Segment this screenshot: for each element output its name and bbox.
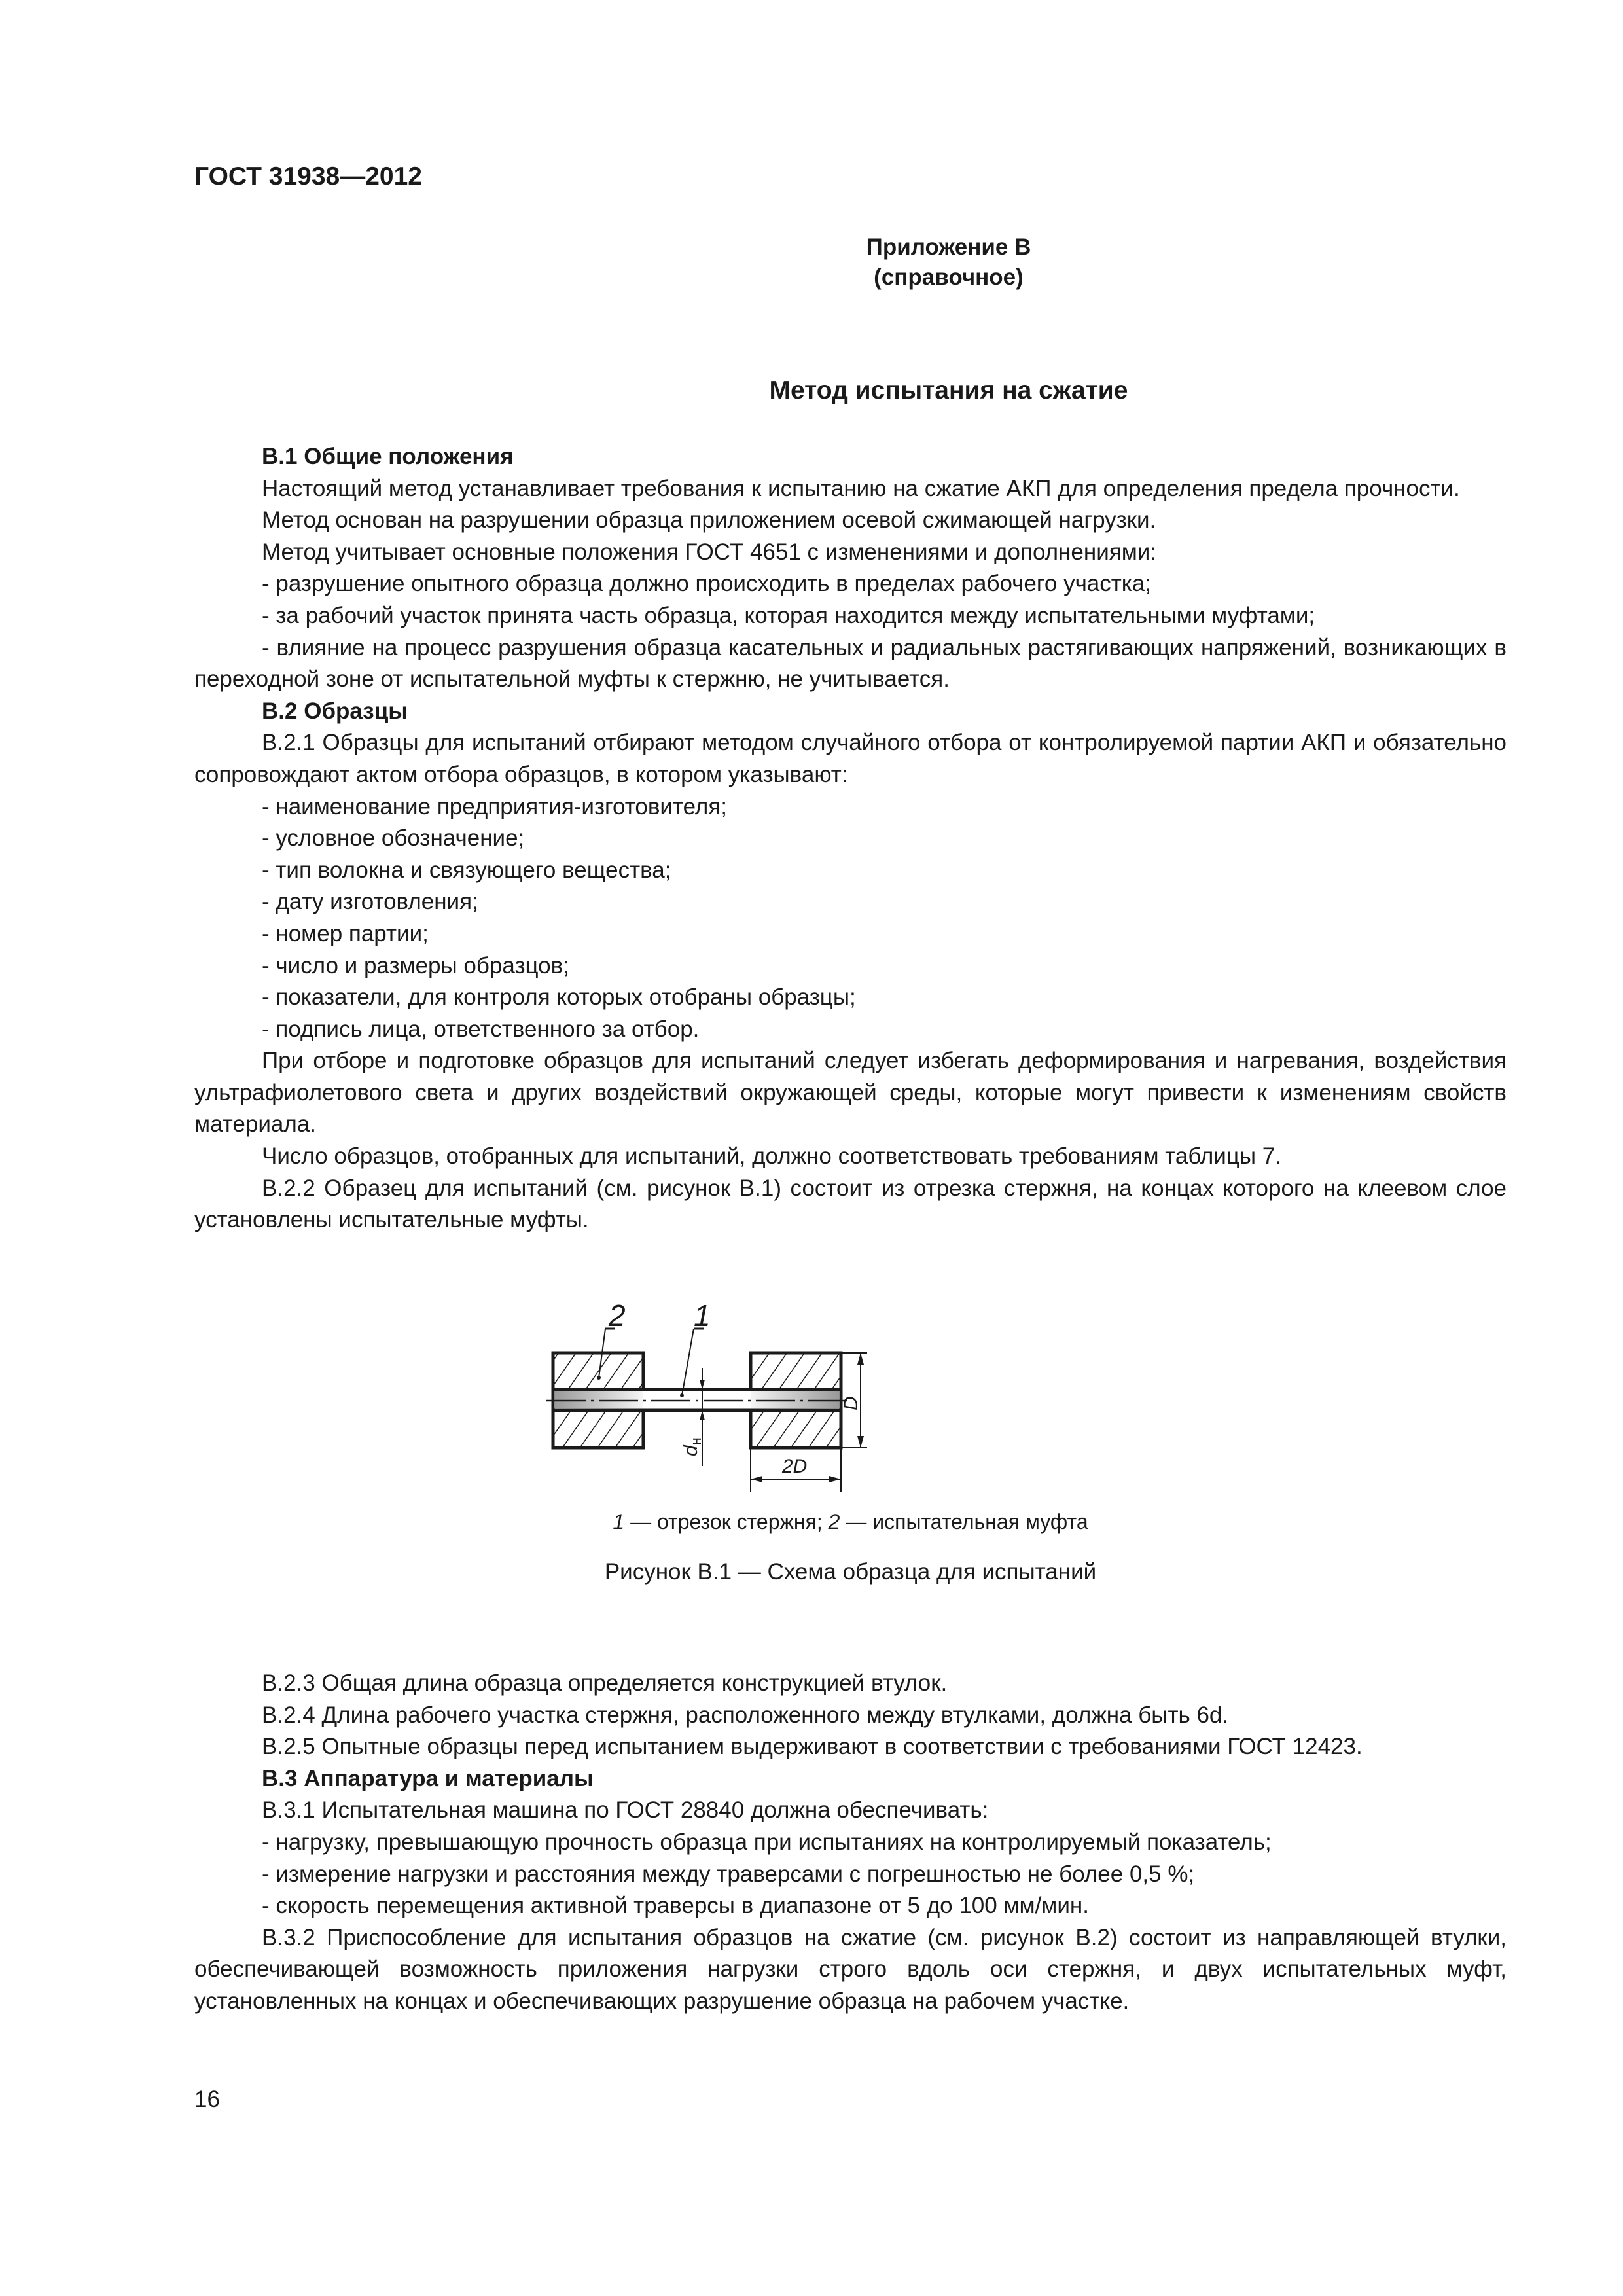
legend-num-2: 2	[828, 1510, 840, 1534]
list-item: - влияние на процесс разрушения образца касательных и радиальных растягивающих напряжений, возникающих в переходной зоне от испытательной муфты к стержню, не учитывается.	[194, 634, 1507, 692]
heading-general: В.1 Общие положения	[262, 444, 514, 469]
list-item: - разрушение опытного образца должно происходить в пределах рабочего участка;	[262, 571, 1152, 597]
legend-text-2: — испытательная муфта	[840, 1510, 1088, 1534]
list-item: - показатели, для контроля которых отобраны образцы;	[262, 984, 856, 1011]
list-item: - тип волокна и связующего вещества;	[262, 857, 671, 883]
list-item: - номер партии;	[262, 920, 429, 946]
paragraph: В.3.2 Приспособление для испытания образцов на сжатие (см. рисунок В.2) состоит из направляющей втулки, обеспечивающей возможность приложения нагрузки строго вдоль оси стержня, и двух испытательных муфт, установленных на концах и обеспечивающих разрушение образца на рабочем участке.	[194, 1924, 1507, 2014]
paragraph: В.2.1 Образцы для испытаний отбирают методом случайного отбора от контролируемой партии АКП и обязательно сопровождают актом отбора образцов, в котором указывают:	[194, 730, 1507, 787]
figure-caption: Рисунок В.1 — Схема образца для испытаний	[604, 1559, 1097, 1585]
callout-rod: 1	[694, 1299, 711, 1333]
section-title: Метод испытания на сжатие	[769, 376, 1128, 404]
list-item: - наименование предприятия-изготовителя;	[262, 793, 728, 819]
paragraph: Метод основан на разрушении образца приложением осевой сжимающей нагрузки.	[262, 507, 1156, 533]
paragraph: Настоящий метод устанавливает требования к испытанию на сжатие АКП для определения предела прочности.	[262, 475, 1460, 501]
paragraph: В.3.1 Испытательная машина по ГОСТ 28840 должна обеспечивать:	[262, 1797, 989, 1823]
list-item: - дату изготовления;	[262, 889, 478, 915]
figure-legend	[194, 1510, 1507, 1534]
body-text-top	[194, 441, 1507, 1236]
list-item: - число и размеры образцов;	[262, 952, 569, 978]
list-item: - условное обозначение;	[262, 825, 525, 852]
appendix-label: Приложение В	[866, 234, 1031, 260]
callout-muff: 2	[609, 1299, 626, 1333]
list-item: - скорость перемещения активной траверсы в диапазоне от 5 до 100 мм/мин.	[262, 1893, 1089, 1919]
heading-samples: В.2 Образцы	[262, 698, 408, 724]
legend-text-1: — отрезок стержня;	[624, 1510, 829, 1534]
paragraph: В.2.5 Опытные образцы перед испытанием выдерживают в соответствии с требованиями ГОСТ 12423.	[262, 1734, 1363, 1760]
paragraph: В.2.2 Образец для испытаний (см. рисунок В.1) состоит из отрезка стержня, на концах которого на клеевом слое установлены испытательные муфты.	[194, 1175, 1507, 1233]
paragraph: В.2.3 Общая длина образца определяется конструкцией втулок.	[262, 1670, 948, 1696]
dim-d-label: d	[680, 1445, 702, 1456]
list-item: - за рабочий участок принята часть образца, которая находится между испытательными муфтами;	[262, 602, 1315, 628]
list-item: - нагрузку, превышающую прочность образца при испытаниях на контролируемый показатель;	[262, 1829, 1272, 1855]
list-item: - подпись лица, ответственного за отбор.	[262, 1016, 700, 1042]
figure-specimen-diagram	[537, 1283, 1178, 1492]
svg-text:dн	[680, 1437, 704, 1456]
appendix-status: (справочное)	[874, 264, 1024, 290]
specimen-schematic	[537, 1283, 1178, 1492]
legend-num-1: 1	[613, 1510, 625, 1534]
heading-apparatus: В.3 Аппаратура и материалы	[262, 1765, 594, 1791]
paragraph: Число образцов, отобранных для испытаний, должно соответствовать требованиям таблицы 7.	[262, 1143, 1281, 1170]
body-text-bottom	[194, 1668, 1507, 2018]
paragraph: В.2.4 Длина рабочего участка стержня, расположенного между втулками, должна быть 6d.	[262, 1702, 1229, 1728]
paragraph: Метод учитывает основные положения ГОСТ 4651 с изменениями и дополнениями:	[262, 539, 1157, 565]
page-number: 16	[194, 2087, 220, 2112]
list-item: - измерение нагрузки и расстояния между траверсами с погрешностью не более 0,5 %;	[262, 1861, 1195, 1887]
dim-D-label: D	[840, 1396, 862, 1410]
document-code-header: ГОСТ 31938—2012	[194, 162, 422, 190]
paragraph: При отборе и подготовке образцов для испытаний следует избегать деформирования и нагревания, воздействия ультрафиолетового света и других воздействий окружающей среды, которые могут привести к изменениям свойств материала.	[194, 1048, 1507, 1138]
dim-2D-label: 2D	[782, 1456, 808, 1477]
dim-d-subscript: н	[688, 1437, 704, 1446]
